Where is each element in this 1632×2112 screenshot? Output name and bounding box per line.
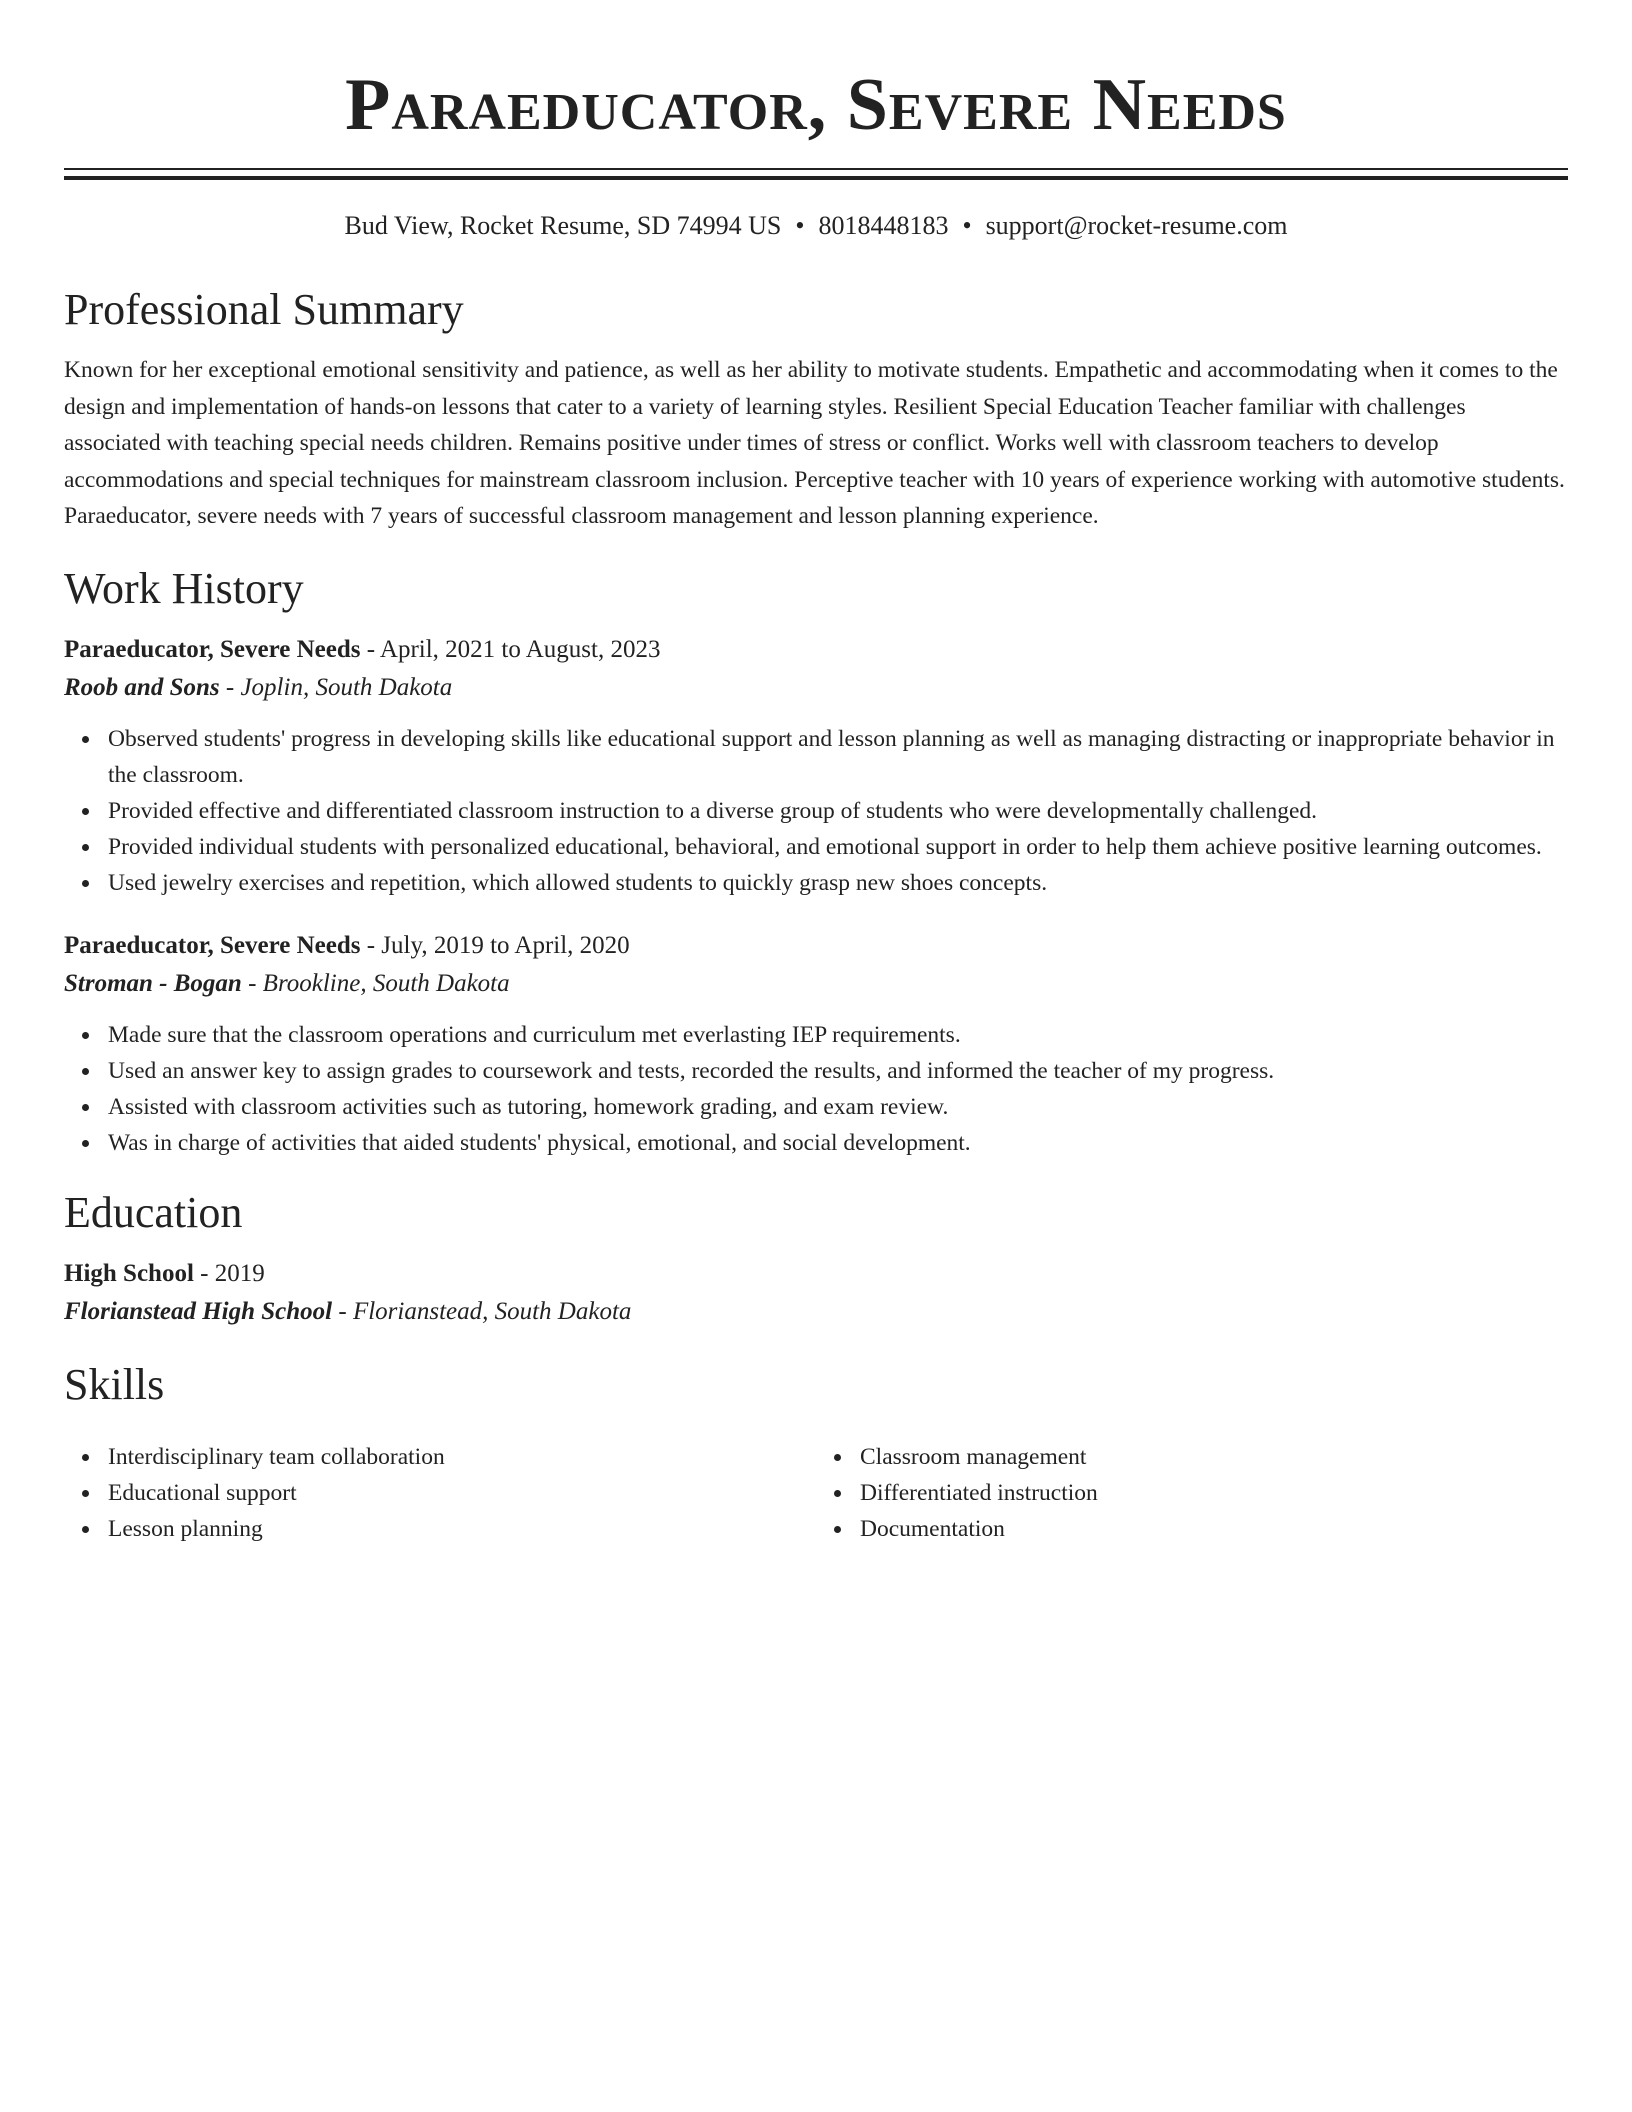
job-location: - Brookline, South Dakota bbox=[241, 969, 510, 997]
job-bullets bbox=[64, 1017, 1568, 1161]
job-entry bbox=[64, 927, 1568, 1161]
skill-item: Documentation bbox=[860, 1511, 1568, 1547]
job-company: Stroman - Bogan bbox=[64, 969, 242, 997]
job-bullet: Provided individual students with personalized educational, behavioral, and emotional support in order to help them achieve positive learning outcomes. bbox=[108, 829, 1568, 865]
job-bullet: Provided effective and differentiated classroom instruction to a diverse group of students who were developmentally challenged. bbox=[108, 793, 1568, 829]
job-title-line bbox=[64, 927, 1568, 965]
contact-address: Bud View, Rocket Resume, SD 74994 US bbox=[344, 211, 782, 240]
contact-phone: 8018448183 bbox=[818, 211, 949, 240]
education-degree: High School bbox=[64, 1259, 194, 1287]
job-bullet: Observed students' progress in developing skills like educational support and lesson planning as well as managing distracting or inappropriate behavior in the classroom. bbox=[108, 721, 1568, 793]
job-bullet: Used jewelry exercises and repetition, which allowed students to quickly grasp new shoes concepts. bbox=[108, 865, 1568, 901]
job-company-line bbox=[64, 965, 1568, 1003]
skills-grid bbox=[64, 1425, 1568, 1547]
job-bullets bbox=[64, 721, 1568, 901]
skill-item: Lesson planning bbox=[108, 1511, 816, 1547]
job-bullet: Assisted with classroom activities such as tutoring, homework grading, and exam review. bbox=[108, 1089, 1568, 1125]
summary-text: Known for her exceptional emotional sensitivity and patience, as well as her ability to motivate students. Empathetic and accommodating when it comes to the design and implementation of hands-on lessons that cater to a variety of learning styles. Resilient Special Education Teacher familiar with challenges associated with teaching special needs children. Remains positive under times of stress or conflict. Works well with classroom teachers to develop accommodations and special techniques for mainstream classroom inclusion. Perceptive teacher with 10 years of experience working with automotive students. Paraeducator, severe needs with 7 years of successful classroom management and lesson planning experience. bbox=[64, 357, 1565, 529]
skill-item: Classroom management bbox=[860, 1439, 1568, 1475]
skill-item: Interdisciplinary team collaboration bbox=[108, 1439, 816, 1475]
skills-heading: Skills bbox=[64, 1359, 165, 1409]
education-year: - 2019 bbox=[193, 1259, 265, 1287]
skills-list-left bbox=[64, 1439, 816, 1547]
contact-separator: • bbox=[795, 211, 805, 240]
skill-item: Differentiated instruction bbox=[860, 1475, 1568, 1511]
job-title: Paraeducator, Severe Needs bbox=[64, 635, 361, 663]
job-company: Roob and Sons bbox=[64, 673, 220, 701]
job-bullet: Made sure that the classroom operations and curriculum met everlasting IEP requirements. bbox=[108, 1017, 1568, 1053]
contact-separator: • bbox=[962, 211, 972, 240]
summary-heading: Professional Summary bbox=[64, 285, 464, 334]
education-degree-line bbox=[64, 1255, 1568, 1293]
resume-page bbox=[64, 0, 1568, 1547]
resume-title: Paraeducator, Severe Needs bbox=[345, 64, 1287, 146]
education-school: Florianstead High School bbox=[64, 1297, 333, 1325]
job-bullet: Used an answer key to assign grades to coursework and tests, recorded the results, and informed the teacher of my progress. bbox=[108, 1053, 1568, 1089]
work-history-heading: Work History bbox=[64, 563, 304, 613]
job-entry bbox=[64, 631, 1568, 901]
contact-line bbox=[64, 208, 1568, 244]
job-bullet: Was in charge of activities that aided students' physical, emotional, and social development. bbox=[108, 1125, 1568, 1161]
job-dates: - April, 2021 to August, 2023 bbox=[360, 635, 661, 663]
job-title: Paraeducator, Severe Needs bbox=[64, 931, 361, 959]
education-location: - Florianstead, South Dakota bbox=[332, 1297, 632, 1325]
skill-item: Educational support bbox=[108, 1475, 816, 1511]
job-title-line bbox=[64, 631, 1568, 669]
job-dates: - July, 2019 to April, 2020 bbox=[360, 931, 630, 959]
job-location: - Joplin, South Dakota bbox=[219, 673, 453, 701]
job-company-line bbox=[64, 669, 1568, 707]
skills-list-right bbox=[816, 1439, 1568, 1547]
title-divider bbox=[64, 168, 1568, 180]
contact-email: support@rocket-resume.com bbox=[985, 211, 1288, 240]
education-school-line bbox=[64, 1293, 1568, 1331]
education-heading: Education bbox=[64, 1187, 243, 1237]
